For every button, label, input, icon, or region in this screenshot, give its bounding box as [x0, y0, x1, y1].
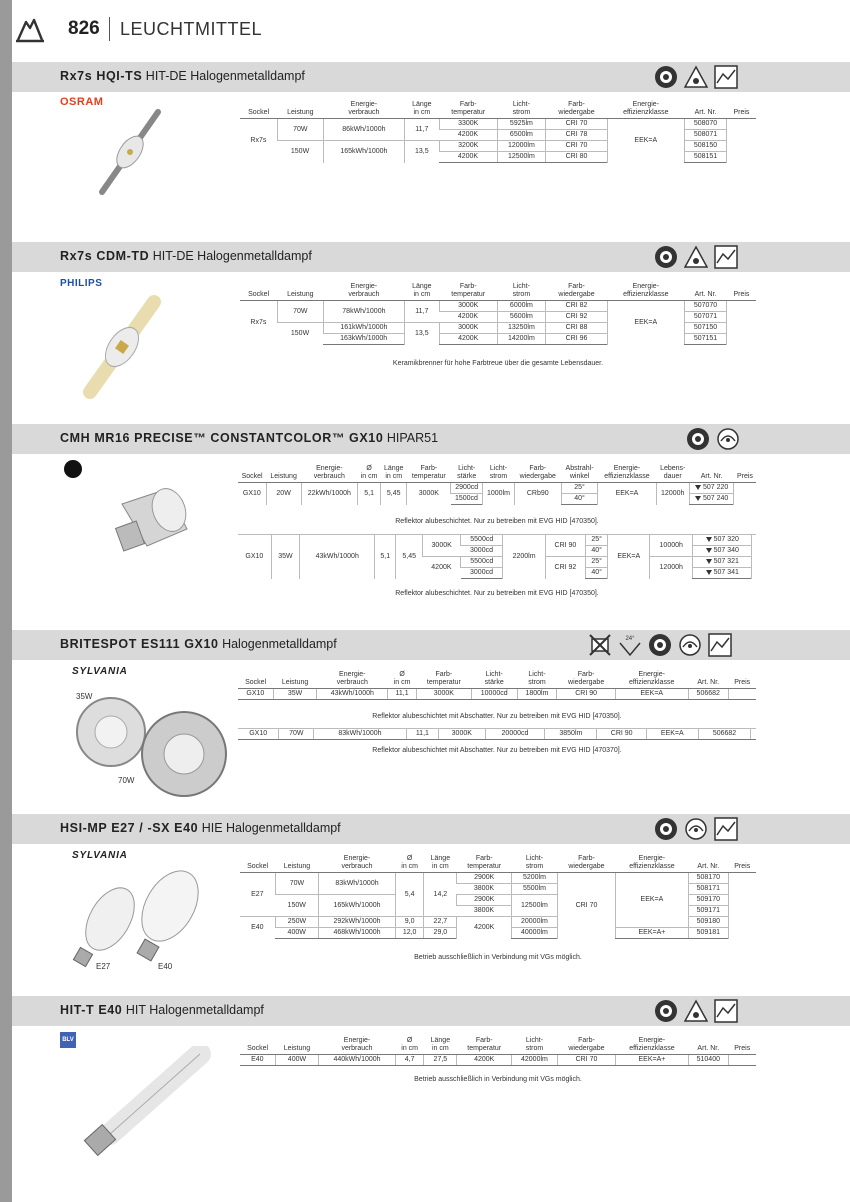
hazard-triangle-icon [684, 65, 708, 89]
table-row: GX10 20W 22kWh/1000h 5,1 5,45 3000K 2900cd 1000lm CRb90 25° EEK=A 12000h 507 220 [238, 483, 756, 494]
table-header-row: Sockel Leistung Energie- verbrauch Ø in cm Länge in cm Farb- temperatur Licht- stärke Licht- strom Farb- wiedergabe Abstrahl- winkel Energie- effizienzklasse Lebens- dauer Art. Nr. Preis [238, 464, 756, 483]
lamp-hsi-mp-image [62, 864, 212, 974]
dimmable-icon [686, 427, 710, 451]
brand-sylvania-logo: SYLVANIA [72, 850, 128, 861]
section-title: HIT-T E40 HIT Halogenmetalldampf [60, 1003, 264, 1017]
dimmable-icon [654, 65, 678, 89]
new-item-triangle-icon [695, 496, 701, 501]
table-header-row: Sockel Leistung Energie- verbrauch Ø in cm Länge in cm Farb- temperatur Licht- strom Farb- wiedergabe Energie- effizienzklasse Art. Nr. Preis [240, 854, 756, 873]
spec-table-cmh-mr16-35w [238, 534, 756, 579]
section-icons [654, 245, 738, 269]
section-title: CMH MR16 PRECISE™ CONSTANTCOLOR™ GX10 HIPAR51 [60, 431, 439, 445]
lamp-rx7s-cdm-image [72, 292, 172, 402]
reflector-icon [678, 633, 702, 657]
section-rx7s-cdm-td [12, 242, 850, 424]
table-note: Reflektor alubeschichtet. Nur zu betreiben mit EVG HID [470350]. [395, 518, 599, 525]
table-row: 3000cd 40° 507 341 [238, 568, 756, 579]
table-row: 163kWh/1000h 4200K 14200lm CRI 96 507151 [240, 334, 756, 345]
table-note: Betrieb ausschließlich in Verbindung mit VGs möglich. [414, 954, 582, 961]
brand-ge-logo-icon [64, 460, 82, 478]
table-row: 150W 165kWh/1000h 13,5 3200K 12000lm CRI 70 508150 [240, 141, 756, 152]
lifetime-chart-icon [714, 999, 738, 1023]
table-row: 3800K 5500lm 508171 [240, 884, 756, 895]
section-icons [654, 65, 738, 89]
reflector-icon [684, 817, 708, 841]
section-title: Rx7s HQI-TS HIT-DE Halogenmetalldampf [60, 69, 305, 83]
section-cmh-mr16 [12, 424, 850, 630]
section-icons [654, 817, 738, 841]
beam-angle-icon [618, 633, 642, 657]
lifetime-chart-icon [714, 65, 738, 89]
lamp-cmh-mr16-image [107, 484, 197, 564]
page-side-strip [0, 0, 12, 1202]
table-header-row: Sockel Leistung Energie- verbrauch Länge in cm Farb- temperatur Licht- strom Farb- wiedergabe Energie- effizienzklasse Art. Nr. Preis [240, 282, 756, 301]
table-row: 3800K 509171 [240, 906, 756, 917]
section-icons [654, 999, 738, 1023]
lamp-label-70w: 70W [118, 776, 135, 785]
table-note: Reflektor alubeschichtet. Nur zu betreiben mit EVG HID [470350]. [395, 590, 599, 597]
table-row: 4200K 12500lm CRI 80 508151 [240, 152, 756, 163]
table-row: 150W 161kWh/1000h 13,5 3000K 13250lm CRI 88 507150 [240, 323, 756, 334]
table-note: Reflektor alubeschichtet mit Abschatter. Nur zu betreiben mit EVG HID [470350]. [372, 713, 622, 720]
brand-philips-logo: PHILIPS [60, 278, 103, 289]
new-item-triangle-icon [695, 485, 701, 490]
table-row: Rx7s 70W 78kWh/1000h 11,7 3000K 6000lm CRI 82 EEK=A 507070 [240, 301, 756, 312]
lamp-label-e27: E27 [96, 962, 111, 971]
table-row: 4200K 6500lm CRI 78 508071 [240, 130, 756, 141]
section-title: Rx7s CDM-TD HIT-DE Halogenmetalldampf [60, 249, 312, 263]
hazard-triangle-icon [684, 245, 708, 269]
table-header-row: Sockel Leistung Energie- verbrauch Länge in cm Farb- temperatur Licht- strom Farb- wiedergabe Energie- effizienzklasse Art. Nr. Preis [240, 100, 756, 119]
dimmable-icon [654, 245, 678, 269]
brand-blv-logo: BLV [60, 1032, 76, 1048]
lamp-britespot-image [56, 684, 236, 804]
table-row: 4200K 5600lm CRI 92 507071 [240, 312, 756, 323]
page-title: LEUCHTMITTEL [120, 19, 263, 39]
spec-table-britespot-70w [238, 728, 756, 740]
section-title: HSI-MP E27 / -SX E40 HIE Halogenmetalldampf [60, 821, 341, 835]
section-britespot-es111 [12, 630, 850, 814]
new-item-triangle-icon [706, 570, 712, 575]
table-header-row: Sockel Leistung Energie- verbrauch Ø in cm Farb- temperatur Licht- stärke Licht- strom Farb- wiedergabe Energie- effizienzklasse Art. Nr. Preis [238, 670, 756, 689]
table-row: 150W 165kWh/1000h 2900K 12500lm 509170 [240, 895, 756, 906]
lifetime-chart-icon [714, 817, 738, 841]
header-separator [109, 17, 110, 41]
dimmable-icon [648, 633, 672, 657]
section-icons [588, 633, 732, 657]
table-row: Rx7s 70W 86kWh/1000h 11,7 3300K 5925lm CRI 70 EEK=A 508070 [240, 119, 756, 130]
lifetime-chart-icon [714, 245, 738, 269]
spec-table-cmh-mr16-20w [238, 464, 756, 505]
new-item-triangle-icon [706, 548, 712, 553]
spec-table-rx7s-cdm [240, 282, 756, 345]
table-header-row: Sockel Leistung Energie- verbrauch Ø in cm Länge in cm Farb- temperatur Licht- strom Farb- wiedergabe Energie- effizienzklasse Art. Nr. Preis [240, 1036, 756, 1055]
brand-sylvania-logo: SYLVANIA [72, 666, 128, 677]
table-row: 3000cd 40° 507 340 [238, 546, 756, 557]
hazard-triangle-icon [684, 999, 708, 1023]
reflector-icon [716, 427, 740, 451]
dimmable-icon [654, 817, 678, 841]
new-item-triangle-icon [706, 559, 712, 564]
lifetime-chart-icon [708, 633, 732, 657]
no-uv-crossed-icon [588, 633, 612, 657]
table-row: 1500cd 40° 507 240 [238, 494, 756, 505]
table-note: Reflektor alubeschichtet mit Abschatter. Nur zu betreiben mit EVG HID [470370]. [372, 747, 622, 754]
lamp-hit-t-image [82, 1046, 212, 1156]
new-item-triangle-icon [706, 537, 712, 542]
svg-text:24°: 24° [625, 636, 635, 642]
section-rx7s-hqi-ts [12, 62, 850, 242]
lamp-label-e40: E40 [158, 962, 173, 971]
section-title: BRITESPOT ES111 GX10 Halogenmetalldampf [60, 637, 337, 651]
section-hsi-mp [12, 814, 850, 996]
page-number: 826 [68, 18, 100, 39]
spec-table-hsi-mp [240, 854, 756, 939]
table-row: 400W 468kWh/1000h 12,0 29,0 40000lm EEK=A+ 509181 [240, 928, 756, 939]
spec-table-hit-t [240, 1036, 756, 1066]
spec-table-britespot [238, 670, 756, 700]
lamp-label-35w: 35W [76, 692, 93, 701]
table-row: E40 400W 440kWh/1000h 4,7 27,5 4200K 42000lm CRI 70 EEK=A+ 510400 [240, 1055, 756, 1066]
spec-table-rx7s-hqi [240, 100, 756, 163]
table-row: GX10 70W 83kWh/1000h 11,1 3000K 20000cd 3850lm CRI 90 EEK=A 506682 [238, 729, 756, 740]
table-note: Keramikbrenner für hohe Farbtreue über die gesamte Lebensdauer. [392, 360, 604, 367]
dimmable-icon [654, 999, 678, 1023]
lamp-logo-icon [12, 14, 48, 46]
brand-osram-logo: OSRAM [60, 96, 104, 108]
lamp-rx7s-hqi-image [90, 102, 170, 202]
table-row: 4200K 5500cd CRI 92 25° 12000h 507 321 [238, 557, 756, 568]
table-row: GX10 35W 43kWh/1000h 11,1 3000K 10000cd 1800lm CRI 90 EEK=A 506682 [238, 689, 756, 700]
table-row: E27 70W 83kWh/1000h 5,4 14,2 2900K 5200lm CRI 70 EEK=A 508170 [240, 873, 756, 884]
table-row: GX10 35W 43kWh/1000h 5,1 5,45 3000K 5500cd 2200lm CRI 90 25° EEK=A 10000h 507 320 [238, 535, 756, 546]
page-header [0, 0, 850, 60]
section-icons [686, 427, 740, 451]
table-row: E40 250W 292kWh/1000h 9,0 22,7 4200K 20000lm 509180 [240, 917, 756, 928]
table-note: Betrieb ausschließlich in Verbindung mit VGs möglich. [414, 1076, 582, 1083]
section-hit-t-e40 [12, 996, 850, 1202]
